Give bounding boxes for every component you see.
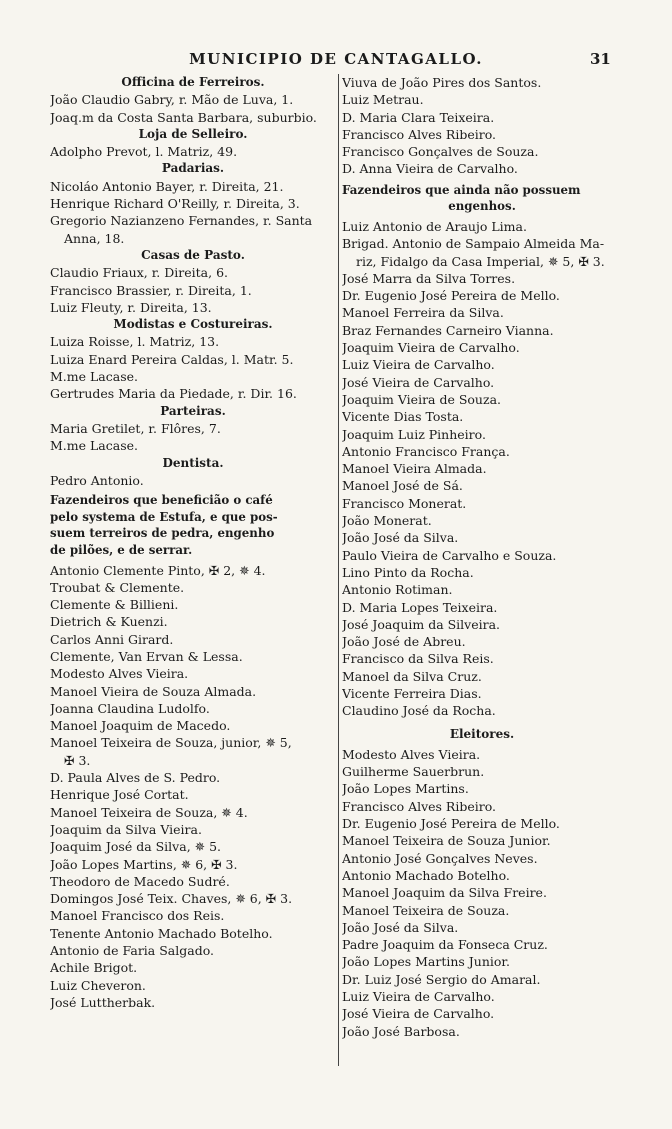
list-item: João José Barbosa. (342, 1023, 460, 1039)
section-title-selleiro: Loja de Selleiro. (138, 126, 248, 141)
right-column (342, 74, 622, 1040)
list-item: Clemente & Billieni. (50, 597, 179, 613)
list-item: Manoel Vieira Almada. (342, 461, 487, 477)
section-title-ferreiros: Officina de Ferreiros. (121, 75, 265, 89)
list-item: Troubat & Clemente. (50, 579, 185, 595)
list-item: Antonio Clemente Pinto, ✠ 2, ✵ 4. (50, 562, 266, 578)
list-item: José Marra da Silva Torres. (342, 270, 516, 286)
list-item: José Joaquim da Silveira. (342, 616, 501, 632)
list-item: João José da Silva. (342, 919, 459, 935)
list-item: Francisco Monerat. (342, 495, 467, 511)
section-title-dentista: Dentista. (162, 455, 224, 470)
list-item: Modesto Alves Vieira. (50, 666, 189, 682)
list-item: Maria Gretilet, r. Flôres, 7. (50, 420, 221, 436)
list-item: Manoel Joaquim da Silva Freire. (342, 885, 547, 901)
list-item: Luiza Enard Pereira Caldas, l. Matr. 5. (50, 351, 294, 367)
list-item: Manoel José de Sá. (342, 478, 463, 494)
left-column (50, 74, 336, 1011)
section-title-parteiras: Parteiras. (160, 403, 226, 418)
list-item: Tenente Antonio Machado Botelho. (50, 925, 273, 941)
list-item: M.me Lacase. (50, 438, 138, 454)
list-item: Dr. Luiz José Sergio do Amaral. (342, 971, 541, 987)
list-item: Achile Brigot. (50, 960, 138, 976)
list-item: Theodoro de Macedo Sudré. (50, 873, 230, 889)
list-item: Francisco Brassier, r. Direita, 1. (50, 282, 252, 298)
list-item: Antonio Machado Botelho. (342, 867, 510, 883)
list-item: Joaquim Vieira de Carvalho. (342, 340, 520, 356)
list-item: riz, Fidalgo da Casa Imperial, ✵ 5, ✠ 3. (356, 253, 605, 269)
section-title-pasto: Casas de Pasto. (141, 247, 245, 262)
list-item: D. Paula Alves de S. Pedro. (50, 770, 221, 786)
list-item: Luiz Vieira de Carvalho. (342, 989, 495, 1005)
list-item: Manoel Joaquim de Macedo. (50, 718, 231, 734)
section-title-estufa-line: pelo systema de Estufa, e que pos- (50, 509, 278, 524)
list-item: José Vieira de Carvalho. (342, 374, 495, 390)
section-title-padarias: Padarias. (161, 161, 225, 176)
list-item: José Luttherbak. (50, 994, 156, 1010)
list-item: Henrique José Cortat. (50, 787, 189, 803)
list-item: Brigad. Antonio de Sampaio Almeida Ma- (342, 236, 605, 252)
list-item: Manoel Teixeira de Souza, junior, ✵ 5, (50, 735, 292, 751)
list-item: Braz Fernandes Carneiro Vianna. (342, 322, 554, 338)
list-item: Henrique Richard O'Reilly, r. Direita, 3. (50, 196, 300, 212)
list-item: Francisco Alves Ribeiro. (342, 798, 496, 814)
section-title-sem-engenhos-line: Fazendeiros que ainda não possuem (342, 182, 581, 197)
list-item: Antonio José Gonçalves Neves. (342, 850, 538, 866)
list-item: Luiza Roisse, l. Matriz, 13. (50, 334, 220, 350)
list-item: Antonio Francisco França. (342, 443, 510, 459)
list-item: Francisco Alves Ribeiro. (342, 126, 496, 142)
list-item: Modesto Alves Vieira. (342, 746, 481, 762)
section-title-sem-engenhos-line: engenhos. (448, 199, 516, 214)
list-item: Anna, 18. (64, 230, 125, 246)
list-item: Paulo Vieira de Carvalho e Souza. (342, 547, 557, 563)
list-item: M.me Lacase. (50, 369, 138, 385)
section-title-modistas: Modistas e Costureiras. (113, 317, 273, 332)
list-item: Joanna Claudina Ludolfo. (50, 700, 210, 716)
list-item: Joaquim Luiz Pinheiro. (342, 426, 486, 442)
list-item: Dr. Eugenio José Pereira de Mello. (342, 288, 560, 304)
list-item: D. Maria Clara Teixeira. (342, 109, 495, 125)
list-item: Vicente Ferreira Dias. (342, 685, 482, 701)
list-item: José Vieira de Carvalho. (342, 1006, 495, 1022)
list-item: Carlos Anni Girard. (50, 631, 174, 647)
list-item: Nicoláo Antonio Bayer, r. Direita, 21. (50, 178, 284, 194)
list-item: Adolpho Prevot, l. Matriz, 49. (50, 144, 238, 160)
list-item: Manoel da Silva Cruz. (342, 668, 482, 684)
list-item: D. Anna Vieira de Carvalho. (342, 161, 518, 177)
list-item: João Claudio Gabry, r. Mão de Luva, 1. (50, 92, 294, 108)
list-item: Antonio Rotiman. (342, 582, 453, 598)
list-item: Joaquim Vieira de Souza. (342, 391, 501, 407)
page-number: 31 (590, 50, 611, 68)
list-item: Gregorio Nazianzeno Fernandes, r. Santa (50, 213, 313, 229)
section-title-eleitores: Eleitores. (449, 726, 515, 741)
list-item: João Lopes Martins Junior. (342, 954, 510, 970)
page-header (0, 50, 672, 74)
list-item: Padre Joaquim da Fonseca Cruz. (342, 937, 548, 953)
list-item: Guilherme Sauerbrun. (342, 764, 485, 780)
list-item: Manoel Vieira de Souza Almada. (50, 683, 257, 699)
list-item: Joaq.m da Costa Santa Barbara, suburbio. (50, 109, 317, 125)
list-item: Antonio de Faria Salgado. (50, 943, 214, 959)
list-item: Luiz Cheveron. (50, 977, 146, 993)
list-item: Manoel Teixeira de Souza. (342, 902, 510, 918)
list-item: Dr. Eugenio José Pereira de Mello. (342, 816, 560, 832)
list-item: Luiz Metrau. (342, 92, 424, 108)
list-item: João José da Silva. (342, 530, 459, 546)
list-item: Manoel Francisco dos Reis. (50, 908, 225, 924)
section-title-estufa-line: suem terreiros de pedra, engenho (50, 526, 275, 541)
list-item: Vicente Dias Tosta. (342, 409, 464, 425)
list-item: Francisco Gonçalves de Souza. (342, 144, 539, 160)
page-title: MUNICIPIO DE CANTAGALLO. (189, 50, 483, 68)
list-item: Viuva de João Pires dos Santos. (342, 75, 542, 90)
list-item: Gertrudes Maria da Piedade, r. Dir. 16. (50, 386, 297, 402)
section-title-estufa-line: de pilões, e de serrar. (50, 542, 193, 557)
section-title-estufa-line: Fazendeiros que beneficião o café (50, 493, 273, 508)
list-item: Luiz Fleuty, r. Direita, 13. (50, 299, 212, 315)
list-item: Francisco da Silva Reis. (342, 651, 494, 667)
list-item: Claudio Friaux, r. Direita, 6. (50, 265, 228, 281)
list-item: Dietrich & Kuenzi. (50, 614, 168, 630)
list-item: Joaquim da Silva Vieira. (50, 821, 202, 837)
list-item: João Lopes Martins. (342, 781, 469, 797)
list-item: Domingos José Teix. Chaves, ✵ 6, ✠ 3. (50, 891, 293, 907)
list-item: Luiz Vieira de Carvalho. (342, 357, 495, 373)
list-item: Manoel Ferreira da Silva. (342, 305, 504, 321)
list-item: Claudino José da Rocha. (342, 703, 496, 719)
list-item: João Lopes Martins, ✵ 6, ✠ 3. (50, 856, 238, 872)
list-item: Luiz Antonio de Araujo Lima. (342, 218, 527, 234)
column-divider (338, 74, 339, 1066)
list-item: ✠ 3. (64, 752, 91, 768)
list-item: D. Maria Lopes Teixeira. (342, 599, 498, 615)
list-item: Manoel Teixeira de Souza Junior. (342, 833, 551, 849)
list-item: Clemente, Van Ervan & Lessa. (50, 648, 243, 664)
list-item: Joaquim José da Silva, ✵ 5. (50, 839, 222, 855)
list-item: João Monerat. (342, 513, 432, 529)
list-item: Pedro Antonio. (50, 472, 144, 488)
list-item: Lino Pinto da Rocha. (342, 564, 474, 580)
list-item: Manoel Teixeira de Souza, ✵ 4. (50, 804, 248, 820)
list-item: João José de Abreu. (342, 634, 466, 650)
